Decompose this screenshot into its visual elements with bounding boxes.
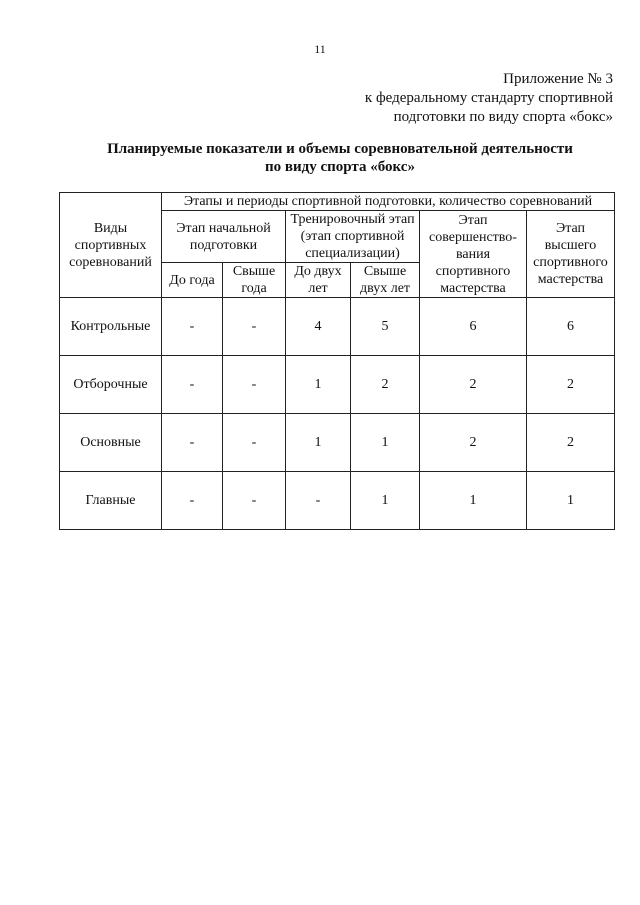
title-line-1: Планируемые показатели и объемы соревновательной деятельности xyxy=(107,141,573,157)
table-cell: 4 xyxy=(286,298,351,356)
title-line-2: по виду спорта «бокс» xyxy=(265,159,415,175)
table-cell: - xyxy=(223,472,286,530)
header-upto-two: До двух лет xyxy=(286,263,351,298)
table-cell: 2 xyxy=(420,356,527,414)
table-cell: 1 xyxy=(527,472,615,530)
table-cell: 1 xyxy=(286,414,351,472)
table-cell: 1 xyxy=(286,356,351,414)
header-stage-improvement: Этап совершенство-вания спортивного мастерства xyxy=(420,211,527,298)
competition-table xyxy=(59,192,615,530)
table-cell: - xyxy=(223,414,286,472)
table-cell: 1 xyxy=(351,472,420,530)
appendix-line-3: подготовки по виду спорта «бокс» xyxy=(393,109,613,125)
table-cell: - xyxy=(286,472,351,530)
table-cell: - xyxy=(162,414,223,472)
table-cell: 2 xyxy=(527,414,615,472)
header-stage-training: Тренировочный этап (этап спортивной специализации) xyxy=(286,211,420,263)
header-stage-initial: Этап начальной подготовки xyxy=(162,211,286,263)
header-upto-year: До года xyxy=(162,263,223,298)
table-cell: 5 xyxy=(351,298,420,356)
table-row xyxy=(60,356,615,414)
table-row xyxy=(60,472,615,530)
table-cell: - xyxy=(162,298,223,356)
table-cell: 2 xyxy=(351,356,420,414)
header-over-two: Свыше двух лет xyxy=(351,263,420,298)
header-over-year: Свыше года xyxy=(223,263,286,298)
table-cell: - xyxy=(162,472,223,530)
appendix-line-1: Приложение № 3 xyxy=(503,71,613,87)
table-cell: - xyxy=(223,298,286,356)
table-cell: 6 xyxy=(420,298,527,356)
header-stage-higher: Этап высшего спортивного мастерства xyxy=(527,211,615,298)
header-row-1 xyxy=(60,193,615,211)
table-cell: - xyxy=(223,356,286,414)
appendix-block xyxy=(365,70,613,127)
table-cell: - xyxy=(162,356,223,414)
row-label: Контрольные xyxy=(60,298,162,356)
row-label: Отборочные xyxy=(60,356,162,414)
table-cell: 6 xyxy=(527,298,615,356)
table-row xyxy=(60,298,615,356)
table-cell: 2 xyxy=(527,356,615,414)
row-label: Главные xyxy=(60,472,162,530)
header-kinds: Виды спортивных соревнований xyxy=(60,193,162,298)
table-cell: 1 xyxy=(420,472,527,530)
table-row xyxy=(60,414,615,472)
document-title xyxy=(0,140,640,176)
appendix-line-2: к федеральному стандарту спортивной xyxy=(364,90,613,106)
table-cell: 1 xyxy=(351,414,420,472)
table-cell: 2 xyxy=(420,414,527,472)
page-number: 11 xyxy=(314,42,326,56)
row-label: Основные xyxy=(60,414,162,472)
header-stages: Этапы и периоды спортивной подготовки, количество соревнований xyxy=(162,193,615,211)
